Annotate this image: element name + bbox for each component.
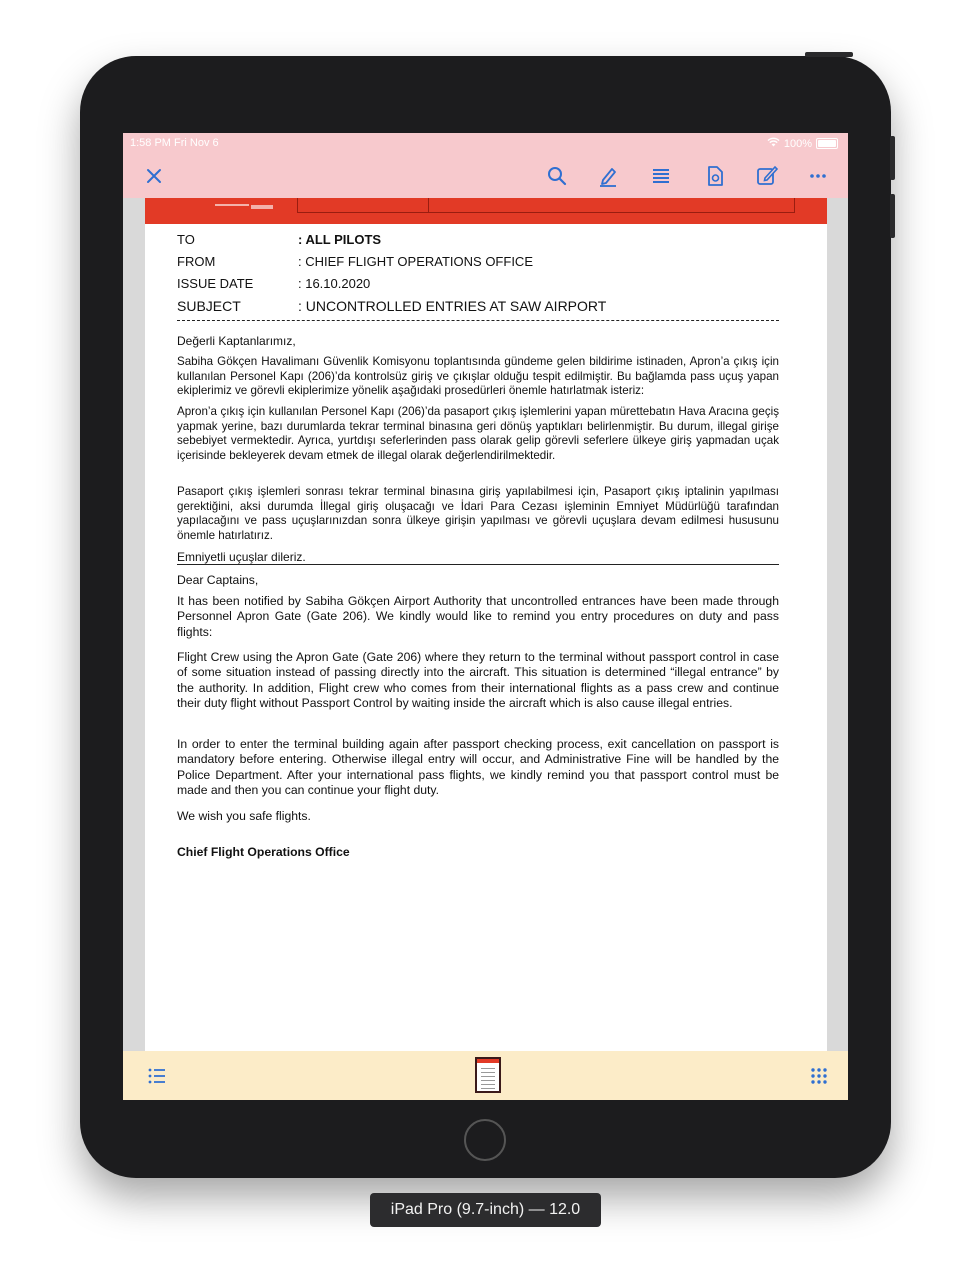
table-of-contents-button[interactable]: [145, 1064, 169, 1088]
close-button[interactable]: [141, 163, 167, 189]
simulator-device-label: iPad Pro (9.7-inch) — 12.0: [370, 1193, 601, 1227]
grid-view-button[interactable]: [807, 1064, 831, 1088]
en-greeting: Dear Captains,: [177, 573, 259, 587]
status-time: 1:58 PM Fri Nov 6: [130, 137, 219, 149]
status-right: [767, 137, 838, 150]
tr-paragraph-3: Pasaport çıkış işlemleri sonrası tekrar terminal binasına giriş yapılabilmesi için, Pasaport çıkış iptalinin yapılması gerektiğini, aksi durumda İllegal giriş oluşacağı ve İdari Para Cezası işleminin Emniyet Müdürlüğü tarafından yapılacağını ve pass uçuşlarınızdan sonra ülkeye girişin yapılması ve görevli uçuşlara devam edilmesi hususunu önemle hatırlatırız.: [177, 485, 779, 542]
en-paragraph-3: In order to enter the terminal building again after passport checking process, exit cancellation on passport is mandatory before entering. Otherwise illegal entry will occur, and Administrative Fine will be handled by the Police Department. After your international pass flights, we kindly remind you that passport control must be made and then you can continue your flight duty.: [177, 737, 779, 798]
ipad-screen: [123, 133, 848, 1100]
volume-down-button: [890, 194, 895, 238]
markup-icon: [595, 163, 621, 189]
grid-icon: [807, 1064, 831, 1088]
wifi-icon: [767, 137, 780, 150]
to-value: : ALL PILOTS: [298, 232, 382, 247]
en-paragraph-1: It has been notified by Sabiha Gökçen Airport Authority that uncontrolled entrances have been made through Personnel Apron Gate (Gate 206). We kindly would like to remind you entry procedures on duty and pass flights:: [177, 594, 779, 639]
search-button[interactable]: [544, 163, 570, 189]
status-bar: [123, 133, 848, 153]
more-icon: [805, 163, 831, 189]
letterhead-table: [297, 198, 795, 213]
edit-button[interactable]: [754, 163, 780, 189]
company-logo: [215, 198, 275, 206]
en-closing: We wish you safe flights.: [177, 809, 311, 823]
pdf-page: [145, 198, 827, 1051]
signature: Chief Flight Operations Office: [177, 845, 350, 859]
volume-up-button: [890, 136, 895, 180]
page-thumbnail[interactable]: [475, 1057, 501, 1093]
tr-closing: Emniyetli uçuşlar dileriz.: [177, 550, 306, 564]
top-button: [805, 52, 853, 57]
to-label: TO: [177, 232, 195, 247]
battery-percent: 100%: [783, 137, 812, 150]
list-icon: [648, 163, 674, 189]
date-label: ISSUE DATE: [177, 276, 254, 291]
header-divider: [177, 320, 779, 321]
en-paragraph-2: Flight Crew using the Apron Gate (Gate 206) where they return to the terminal without passport control in case of some situation instead of passing directly into the aircraft. This situation is determined “illegal entrance” by the authority. In addition, Flight crew who comes from their international flights as a pass crew and continue their duty flight without Passport Control by waiting inside the aircraft which is also cause illegal entries.: [177, 650, 779, 711]
bottom-bar: [123, 1051, 848, 1100]
date-value: : 16.10.2020: [298, 276, 371, 291]
from-value: : CHIEF FLIGHT OPERATIONS OFFICE: [298, 254, 533, 269]
edit-icon: [754, 163, 780, 189]
outline-button[interactable]: [648, 163, 674, 189]
tr-greeting: Değerli Kaptanlarımız,: [177, 334, 296, 348]
close-icon: [141, 163, 167, 189]
letterhead-band: [145, 198, 827, 224]
tr-paragraph-2: Apron’a çıkış için kullanılan Personel Kapı (206)’da pasaport çıkış işlemlerini yapan mürettebatın Hava Aracına geçiş yapmak yerine, bazı durumlarda tekrar terminal binasına geri dönüş yaptıkları belirlenmiştir. Bu durum, illegal girişe sebebiyet vermektedir. Ayrıca, yurtdışı seferlerinden pass olarak gelip görevli seferlere ülkeye giriş yapmadan uçak içerisinde bekleyerek devam etmek de illegal olarak değerlendirilmektedir.: [177, 405, 779, 462]
document-icon: [702, 163, 728, 189]
home-button[interactable]: [464, 1119, 506, 1161]
document-button[interactable]: [702, 163, 728, 189]
viewer-toolbar: [123, 153, 848, 198]
language-divider: [177, 564, 779, 565]
markup-button[interactable]: [595, 163, 621, 189]
from-label: FROM: [177, 254, 216, 269]
subject-label: SUBJECT: [177, 298, 241, 314]
subject-value: : UNCONTROLLED ENTRIES AT SAW AIRPORT: [298, 298, 607, 314]
list-bullets-icon: [145, 1064, 169, 1088]
tr-paragraph-1: Sabiha Gökçen Havalimanı Güvenlik Komisyonu toplantısında gündeme gelen bildirime istinaden, Apron’a çıkış için kullanılan Personel Kapı (206)’da kontrolsüz giriş ve çıkışlar olduğu tespit edilmiştir. Bu bağlamda pass uçuş yapan ekiplerimiz ve görevli ekiplerimize yönelik aşağıdaki prosedürleri önemle hatırlatmak isteriz:: [177, 355, 779, 398]
battery-icon: [816, 138, 838, 149]
search-icon: [544, 163, 570, 189]
more-button[interactable]: [805, 163, 831, 189]
